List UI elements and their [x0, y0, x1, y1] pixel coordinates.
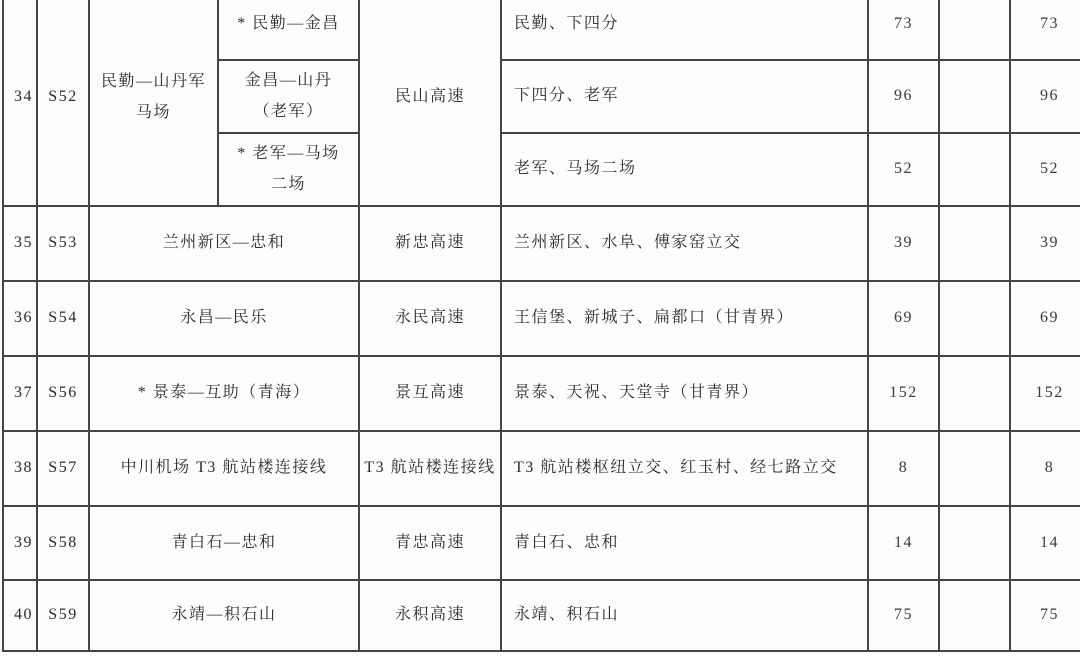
distance2-cell: 39: [1010, 206, 1080, 281]
distance2-cell: 73: [1010, 0, 1080, 60]
key-points-cell: 景泰、天祝、天堂寺（甘青界）: [501, 356, 868, 431]
route-code-cell: S57: [37, 431, 89, 506]
blank-cell: [939, 133, 1010, 206]
distance2-cell: 152: [1010, 356, 1080, 431]
distance2-cell: 96: [1010, 60, 1080, 133]
row-number-cell: 39: [3, 506, 37, 580]
distance-cell: 14: [868, 506, 939, 580]
route-name-cell: 中川机场 T3 航站楼连接线: [89, 431, 359, 506]
route-name-cell: 青白石—忠和: [89, 506, 359, 580]
segment-name-cell: 金昌—山丹（老军）: [218, 60, 359, 133]
key-points-cell: 王信堡、新城子、扁都口（甘青界）: [501, 281, 868, 356]
route-code-cell: S56: [37, 356, 89, 431]
highway-name-cell: 永积高速: [359, 580, 501, 651]
highway-name-cell: 永民高速: [359, 281, 501, 356]
row-number-cell: 37: [3, 356, 37, 431]
blank-cell: [939, 431, 1010, 506]
row-number-cell: 36: [3, 281, 37, 356]
route-code-cell: S59: [37, 580, 89, 651]
blank-cell: [939, 580, 1010, 651]
row-number-cell: 35: [3, 206, 37, 281]
distance2-cell: 52: [1010, 133, 1080, 206]
highway-name-cell: 民山高速: [359, 0, 501, 206]
distance-cell: 69: [868, 281, 939, 356]
highway-name-cell: 景互高速: [359, 356, 501, 431]
distance-cell: 8: [868, 431, 939, 506]
table-row-35: [3, 206, 1080, 281]
key-points-cell: 兰州新区、水阜、傅家窑立交: [501, 206, 868, 281]
distance-cell: 73: [868, 0, 939, 60]
table-row-34a: [3, 0, 1080, 60]
distance-cell: 52: [868, 133, 939, 206]
table-row-36: [3, 281, 1080, 356]
distance2-cell: 69: [1010, 281, 1080, 356]
table-row-38: [3, 431, 1080, 506]
segment-name-cell: * 老军—马场二场: [218, 133, 359, 206]
distance-cell: 75: [868, 580, 939, 651]
route-name-cell: 永昌—民乐: [89, 281, 359, 356]
key-points-cell: 下四分、老军: [501, 60, 868, 133]
blank-cell: [939, 0, 1010, 60]
route-code-cell: S52: [37, 0, 89, 206]
route-name-cell: * 景泰—互助（青海）: [89, 356, 359, 431]
distance-cell: 39: [868, 206, 939, 281]
route-name-cell: 永靖—积石山: [89, 580, 359, 651]
key-points-cell: T3 航站楼枢纽立交、红玉村、经七路立交: [501, 431, 868, 506]
distance2-cell: 8: [1010, 431, 1080, 506]
expressway-table: [2, 0, 1080, 652]
key-points-cell: 永靖、积石山: [501, 580, 868, 651]
distance-cell: 152: [868, 356, 939, 431]
blank-cell: [939, 281, 1010, 356]
highway-name-cell: 新忠高速: [359, 206, 501, 281]
table-row-37: [3, 356, 1080, 431]
key-points-cell: 青白石、忠和: [501, 506, 868, 580]
route-code-cell: S54: [37, 281, 89, 356]
blank-cell: [939, 60, 1010, 133]
row-number-cell: 34: [3, 0, 37, 206]
blank-cell: [939, 356, 1010, 431]
key-points-cell: 民勤、下四分: [501, 0, 868, 60]
segment-name-cell: * 民勤—金昌: [218, 0, 359, 60]
route-name-cell: 民勤—山丹军马场: [89, 0, 218, 206]
table-row-39: [3, 506, 1080, 580]
blank-cell: [939, 206, 1010, 281]
key-points-cell: 老军、马场二场: [501, 133, 868, 206]
row-number-cell: 40: [3, 580, 37, 651]
highway-name-cell: T3 航站楼连接线: [359, 431, 501, 506]
route-name-cell: 兰州新区—忠和: [89, 206, 359, 281]
table-row-40: [3, 580, 1080, 651]
highway-name-cell: 青忠高速: [359, 506, 501, 580]
distance-cell: 96: [868, 60, 939, 133]
distance2-cell: 75: [1010, 580, 1080, 651]
row-number-cell: 38: [3, 431, 37, 506]
distance2-cell: 14: [1010, 506, 1080, 580]
blank-cell: [939, 506, 1010, 580]
route-code-cell: S53: [37, 206, 89, 281]
route-code-cell: S58: [37, 506, 89, 580]
